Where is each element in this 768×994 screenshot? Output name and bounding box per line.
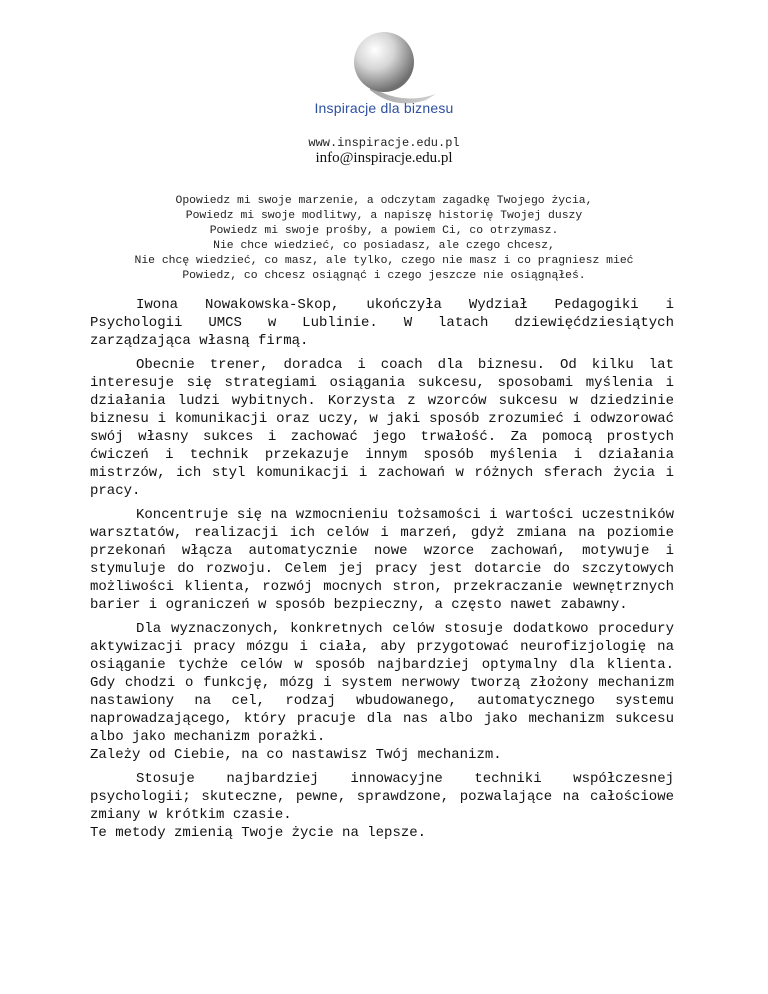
paragraph: Obecnie trener, doradca i coach dla biznesu. Od kilku lat interesuje się strategiami osiągania sukcesu, sposobami myślenia i działania ludzi wybitnych. Korzysta z wzorców sukcesu w dziedzinie biznesu i komunikacji oraz uczy, w jaki sposób zrozumieć i odwzorować swój własny sukces i zachować jego trwałość. Za pomocą prostych ćwiczeń i technik przekazuje innym sposób myślenia i działania mistrzów, ich styl komunikacji i zachowań w różnych sferach życia i pracy. [90, 357, 674, 499]
poem-line: Powiedz mi swoje modlitwy, a napiszę historię Twojej duszy [185, 210, 583, 222]
bio-text [90, 296, 674, 848]
poem-line: Powiedz, co chcesz osiągnąć i czego jeszcze nie osiągnąłeś. [182, 270, 586, 282]
poem [0, 194, 768, 284]
paragraph: Stosuje najbardziej innowacyjne techniki współczesnej psychologii; skuteczne, pewne, sprawdzone, pozwalające na całościowe zmiany w krótkim czasie. [90, 771, 674, 823]
paragraph: Koncentruje się na wzmocnieniu tożsamości i wartości uczestników warsztatów, realizacji ich celów i marzeń, gdyż zmiana na poziomie przekonań włącza automatycznie nowe wzorce zachowań, motywuje i stymuluje do rozwoju. Celem jej pracy jest dotarcie do szczytowych możliwości klienta, rozwój mocnych stron, przekraczanie wewnętrznych barier i ograniczeń w sposób bezpieczny, a często nawet zabawny. [90, 507, 674, 613]
website-url[interactable]: www.inspiracje.edu.pl [308, 136, 460, 150]
email-address[interactable]: info@inspiracje.edu.pl [315, 150, 453, 166]
brand-name: Inspiracje dla biznesu [314, 100, 454, 116]
poem-line: Powiedz mi swoje prośby, a powiem Ci, co otrzymasz. [209, 225, 559, 237]
sphere-logo-icon [340, 28, 440, 108]
paragraph: Dla wyznaczonych, konkretnych celów stosuje dodatkowo procedury aktywizacji pracy mózgu i ciała, aby przygotować neurofizjologię na osiąganie tychże celów w sposób najbardziej optymalny dla klienta. Gdy chodzi o funkcję, mózg i system nerwowy tworzą złożony mechanizm nastawiony na cel, rodzaj wbudowanego, automatycznego systemu naprowadzającego, który pracuje dla nas albo jako mechanizm sukcesu albo jako mechanizm porażki. [90, 621, 674, 745]
poem-line: Nie chce wiedzieć, co posiadasz, ale czego chcesz, [213, 240, 555, 252]
poem-line: Opowiedz mi swoje marzenie, a odczytam zagadkę Twojego życia, [175, 195, 593, 207]
paragraph: Iwona Nowakowska-Skop, ukończyła Wydział Pedagogiki i Psychologii UMCS w Lublinie. W latach dziewięćdziesiątych zarządzająca własną firmą. [90, 297, 674, 349]
poem-line: Nie chcę wiedzieć, co masz, ale tylko, czego nie masz i co pragniesz mieć [134, 255, 634, 267]
paragraph: Zależy od Ciebie, na co nastawisz Twój mechanizm. [90, 747, 502, 763]
paragraph: Te metody zmienią Twoje życie na lepsze. [90, 825, 427, 841]
